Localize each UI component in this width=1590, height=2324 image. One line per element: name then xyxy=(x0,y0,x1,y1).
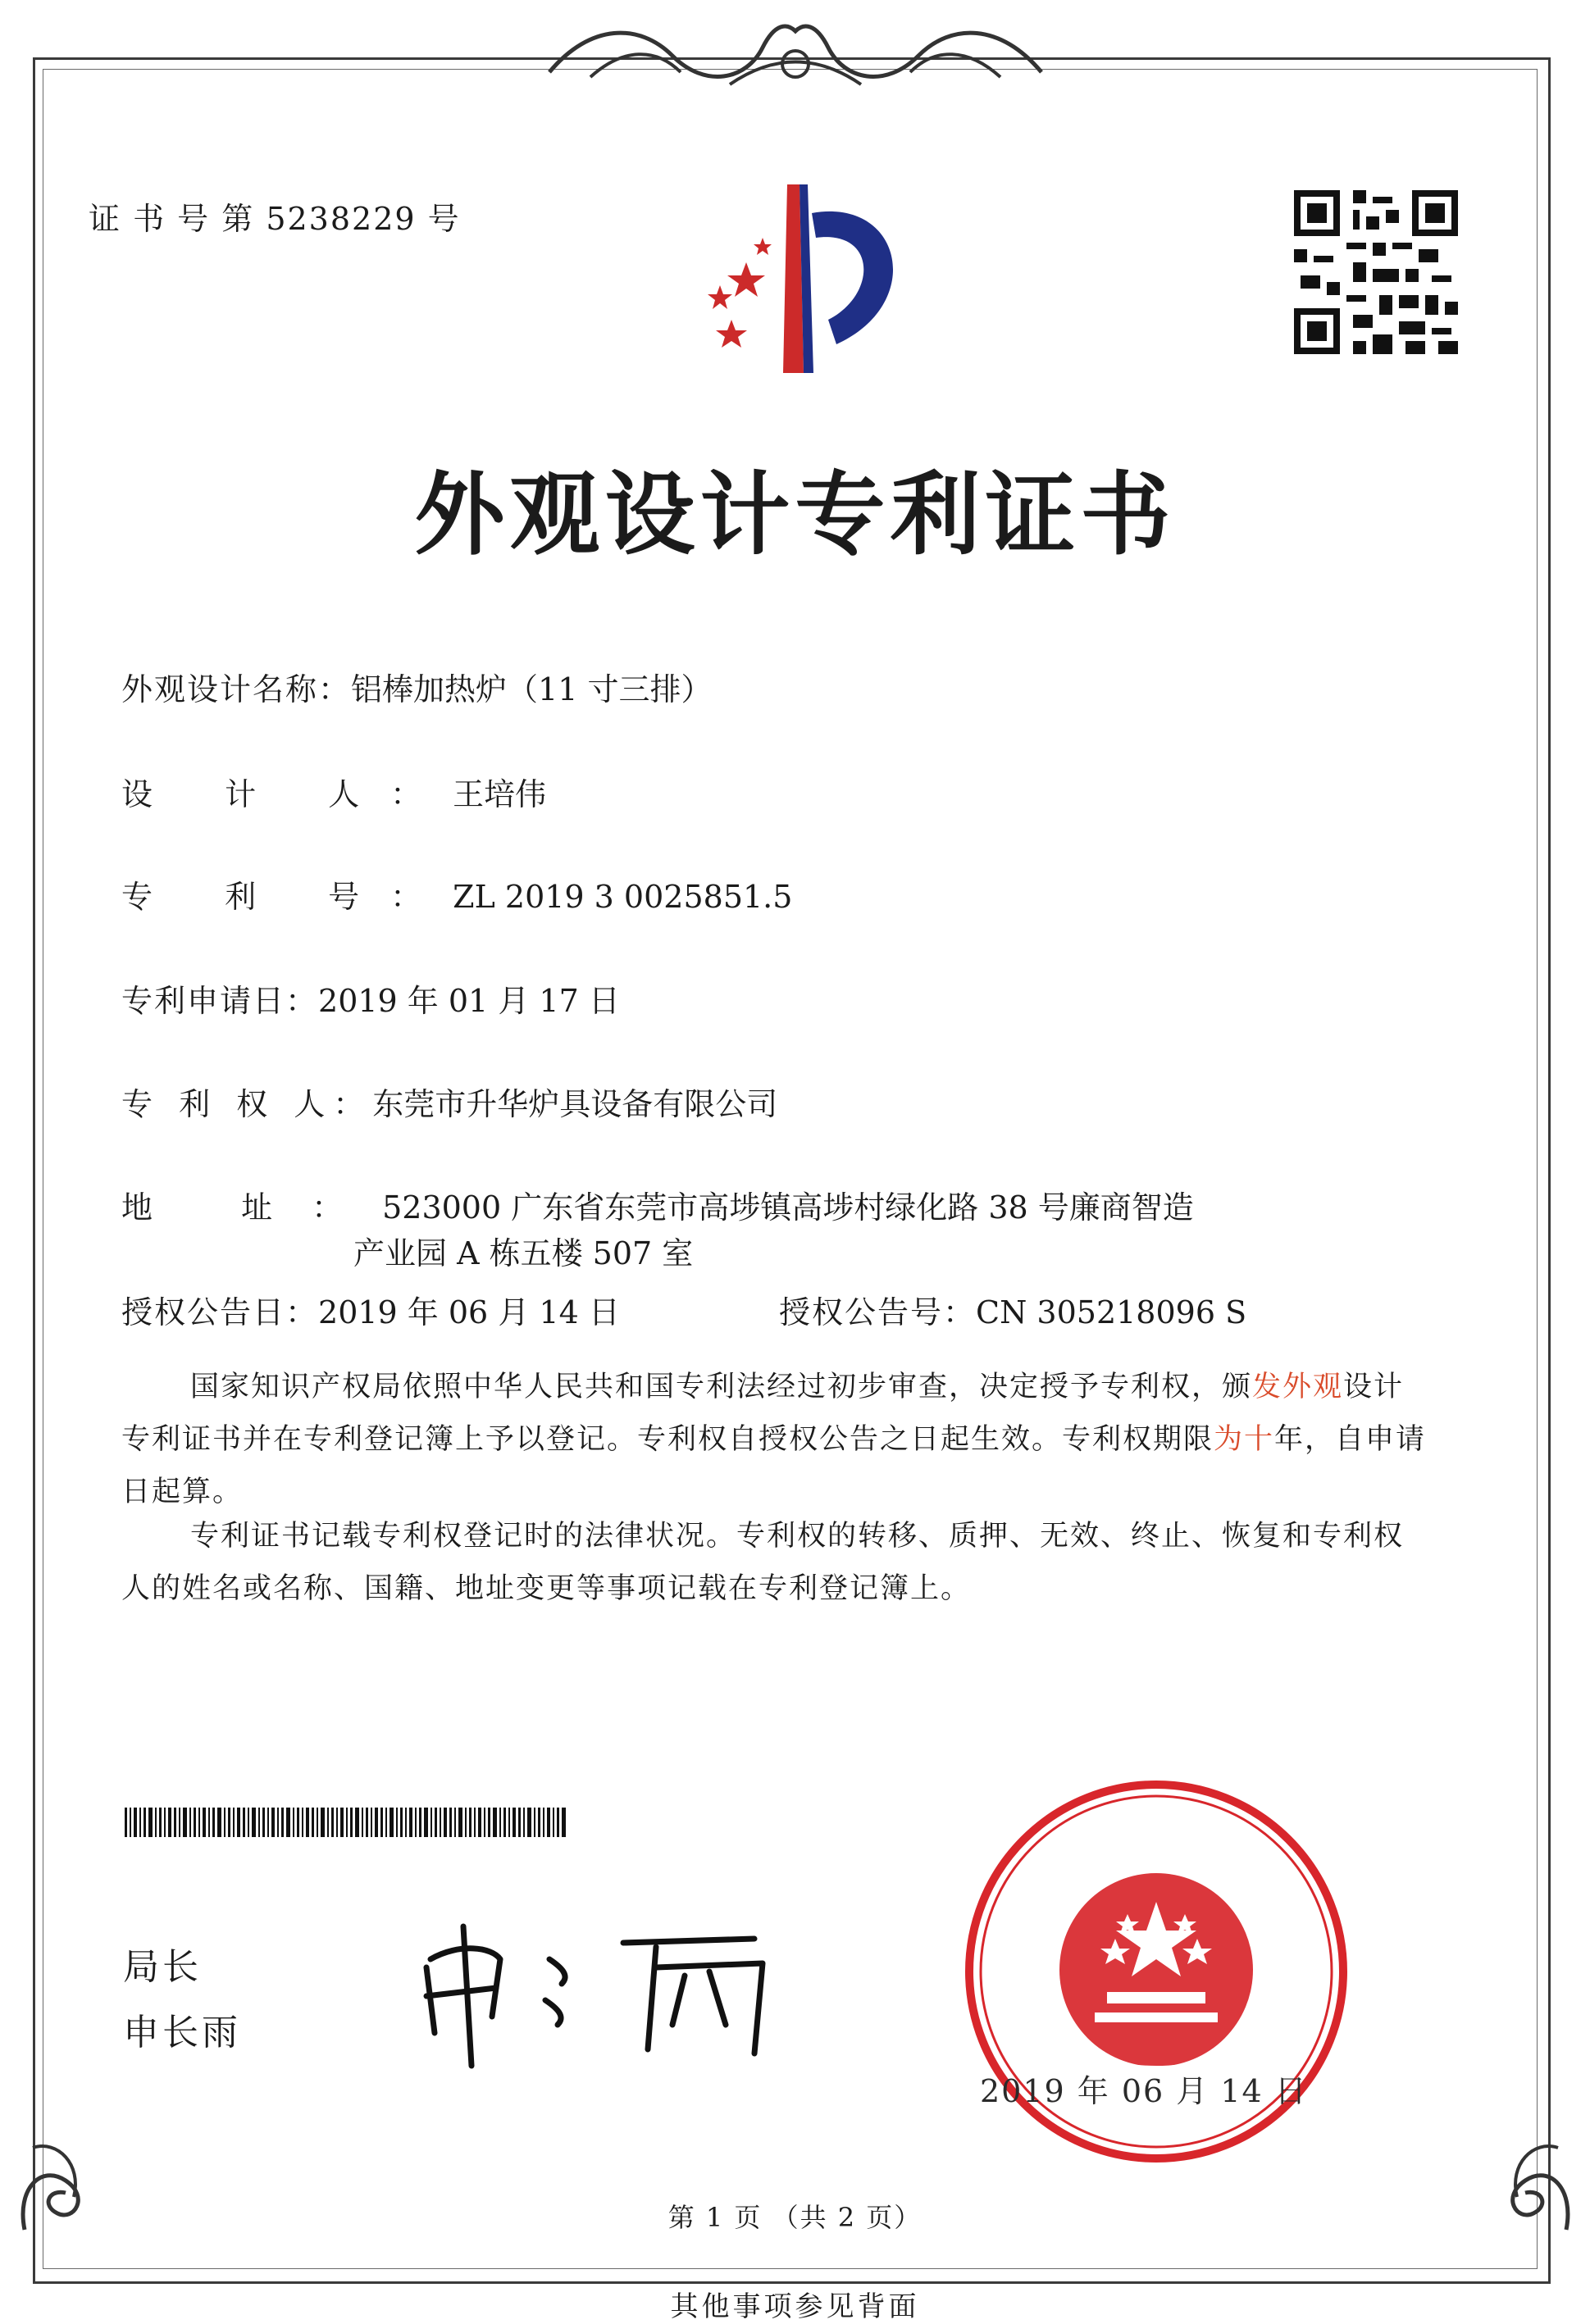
grant-date-row xyxy=(121,1287,620,1332)
director-signature xyxy=(410,1910,795,2074)
grant-date-value: 2019 年 06 月 14 日 xyxy=(318,1294,620,1330)
director-name: 申长雨 xyxy=(123,2012,241,2053)
grant-paragraph-part-2: 设计专利证书并在专利登记簿上予以登记。专利权自授权公告之日起生效。专利权期限 xyxy=(121,1371,1405,1456)
grant-paragraph-accent: 发外观 xyxy=(1252,1371,1344,1403)
address-row xyxy=(121,1182,1194,1227)
qr-code-icon xyxy=(1294,190,1458,354)
grant-number-label: 授权公告号： xyxy=(779,1294,977,1330)
design-name-label: 外观设计名称： xyxy=(121,671,352,707)
patent-office-emblem-icon xyxy=(656,180,935,393)
designer-row xyxy=(121,769,546,814)
grant-number-value: CN 305218096 S xyxy=(976,1294,1247,1330)
holder-value: 东莞市升华炉具设备有限公司 xyxy=(372,1086,778,1122)
apply-date-value: 2019 年 01 月 17 日 xyxy=(318,983,620,1019)
designer-value: 王培伟 xyxy=(453,776,547,812)
grant-paragraph xyxy=(121,1361,1433,1518)
legal-status-paragraph: 专利证书记载专利权登记时的法律状况。专利权的转移、质押、无效、终止、恢复和专利权人的姓名或名称、国籍、地址变更等事项记载在专利登记簿上。 xyxy=(121,1520,1405,1605)
director-title: 局长 xyxy=(123,1946,202,1988)
apply-date-row xyxy=(121,976,620,1021)
patent-number-row xyxy=(121,871,792,916)
grant-paragraph-part-3: 年，自申请日起算。 xyxy=(121,1423,1427,1508)
director-block xyxy=(123,1935,241,2066)
back-note: 其他事项参见背面 xyxy=(670,2290,920,2323)
patent-number-label: 专 利 号： xyxy=(121,879,453,915)
holder-label: 专 利 权 人： xyxy=(121,1086,373,1122)
seal-date: 2019 年 06 月 14 日 xyxy=(980,2073,1308,2109)
grant-number-row xyxy=(779,1287,1246,1332)
certificate-number: 证 书 号 第 5238229 号 xyxy=(89,201,461,237)
design-name-row xyxy=(121,664,712,709)
address-line-2: 产业园 A 栋五楼 507 室 xyxy=(353,1235,694,1271)
page-indicator: 第 1 页 （共 2 页） xyxy=(667,2202,923,2233)
apply-date-label: 专利申请日： xyxy=(121,983,319,1019)
patent-number-value: ZL 2019 3 0025851.5 xyxy=(453,879,793,915)
barcode-icon xyxy=(125,1808,567,1837)
grant-date-label: 授权公告日： xyxy=(121,1294,319,1330)
top-ornament-icon xyxy=(541,7,1050,97)
address-label: 地 址： xyxy=(121,1189,383,1226)
designer-label: 设 计 人： xyxy=(121,776,453,812)
design-name-value: 铝棒加热炉（11 寸三排） xyxy=(351,671,713,707)
holder-row xyxy=(121,1079,777,1124)
grant-paragraph-part-1: 国家知识产权局依照中华人民共和国专利法经过初步审查，决定授予专利权，颁 xyxy=(190,1371,1253,1403)
address-line-1: 523000 广东省东莞市高埗镇高埗村绿化路 38 号廉商智造 xyxy=(382,1189,1194,1226)
grant-paragraph-accent-2: 为十 xyxy=(1214,1423,1275,1456)
certificate-title: 外观设计专利证书 xyxy=(414,462,1176,567)
